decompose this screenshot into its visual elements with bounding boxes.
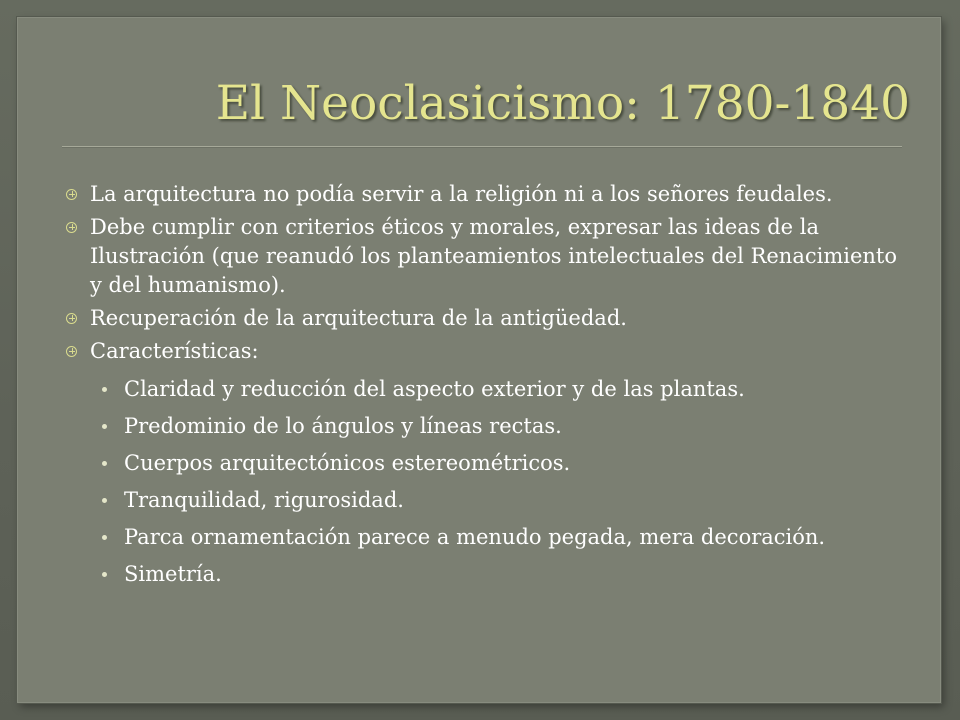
- sub-bullet-text: Parca ornamentación parece a menudo pegada, mera decoración.: [124, 525, 826, 549]
- circled-plus-icon: [66, 189, 77, 200]
- sub-bullet-item: [62, 560, 902, 589]
- circled-plus-icon: [66, 346, 77, 357]
- bullet-text: Debe cumplir con criterios éticos y morales, expresar las ideas de la Ilustración (que reanudó los planteamientos intelectuales del Renacimiento y del humanismo).: [90, 215, 897, 297]
- circled-plus-icon: [66, 313, 77, 324]
- sub-bullet-text: Simetría.: [124, 562, 222, 586]
- bullet-text: Recuperación de la arquitectura de la antigüedad.: [90, 306, 627, 330]
- sub-bullet-text: Tranquilidad, rigurosidad.: [124, 488, 404, 512]
- bullet-item: [62, 180, 902, 209]
- sub-bullet-item: [62, 375, 902, 404]
- dot-icon: [102, 387, 107, 392]
- dot-icon: [102, 424, 107, 429]
- dot-icon: [102, 498, 107, 503]
- circled-plus-icon: [66, 222, 77, 233]
- dot-icon: [102, 461, 107, 466]
- dot-icon: [102, 535, 107, 540]
- sub-bullet-item: [62, 486, 902, 515]
- sub-bullet-text: Cuerpos arquitectónicos estereométricos.: [124, 451, 571, 475]
- sub-bullet-item: [62, 449, 902, 478]
- bullet-item: [62, 304, 902, 333]
- bullet-item: [62, 337, 902, 366]
- bullet-text: La arquitectura no podía servir a la religión ni a los señores feudales.: [90, 182, 833, 206]
- bullet-item: [62, 213, 902, 300]
- sub-bullet-item: [62, 523, 902, 552]
- bullet-text: Características:: [90, 339, 259, 363]
- sub-bullet-text: Claridad y reducción del aspecto exterior y de las plantas.: [124, 377, 745, 401]
- dot-icon: [102, 572, 107, 577]
- slide-body: [62, 180, 902, 597]
- sub-bullet-item: [62, 412, 902, 441]
- slide-title: El Neoclasicismo: 1780-1840: [215, 76, 910, 131]
- title-divider: [62, 146, 902, 148]
- sub-bullet-text: Predominio de lo ángulos y líneas rectas.: [124, 414, 562, 438]
